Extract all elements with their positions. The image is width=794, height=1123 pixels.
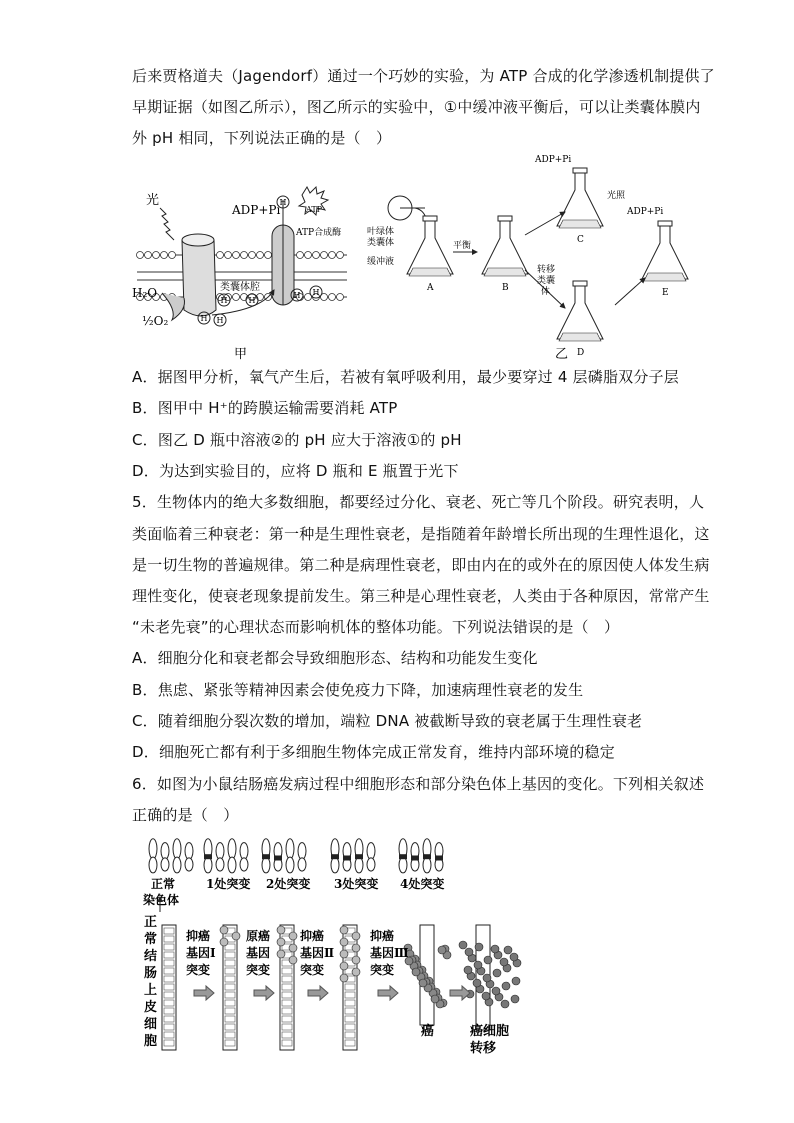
lipid-head xyxy=(233,252,240,259)
chromatid xyxy=(228,839,236,859)
epithelium-column xyxy=(220,925,240,1050)
q4-option-d: D．为达到实验目的，应将 D 瓶和 E 瓶置于光下 xyxy=(132,462,459,480)
mutation-mark xyxy=(262,854,270,859)
synthase-label: ATP合成酶 xyxy=(296,228,342,238)
side-label-char: 正 xyxy=(144,915,158,930)
chromatid xyxy=(423,857,431,873)
flask-label: D xyxy=(577,348,585,358)
chromatid xyxy=(161,843,169,860)
q4-option-a: A．据图甲分析，氧气产生后，若被有氧呼吸利用，最少要穿过 4 层磷脂双分子层 xyxy=(132,368,679,386)
flask-c xyxy=(557,168,603,245)
chromosome-group xyxy=(331,839,375,873)
mutation-mark xyxy=(343,856,351,861)
lipid-head xyxy=(321,252,328,259)
flask-e xyxy=(642,221,688,298)
lipid-head xyxy=(305,252,312,259)
h-marker: H xyxy=(216,316,224,325)
h-marker: H xyxy=(200,314,208,323)
lipid-head xyxy=(145,252,152,259)
mutation-mark xyxy=(411,856,419,861)
chromosome-label: 正常 xyxy=(151,877,176,891)
step-label: 抑癌 xyxy=(370,929,395,943)
step-label: 抑癌 xyxy=(186,929,211,943)
step-label: 原癌 xyxy=(246,929,271,943)
lipid-head xyxy=(225,252,232,259)
thylakoid-line-2: 类囊体 xyxy=(367,238,395,248)
side-label-char: 肠 xyxy=(144,966,158,981)
step-label: 突变 xyxy=(246,963,271,977)
chromatid xyxy=(173,839,181,859)
light-label: 光 xyxy=(146,193,160,208)
chromosome-label: 2处突变 xyxy=(266,877,311,891)
chromatid xyxy=(173,857,181,873)
mutation-mark xyxy=(399,854,407,859)
o2-label: ½O₂ xyxy=(142,314,169,328)
step-arrow xyxy=(450,986,470,1000)
lipid-head xyxy=(153,252,160,259)
figure-jia xyxy=(132,160,352,365)
q4-option-b: B．图甲中 H⁺的跨膜运输需要消耗 ATP xyxy=(132,399,398,417)
lipid-head xyxy=(329,294,336,301)
step-arrow xyxy=(254,986,274,1000)
lipid-head xyxy=(137,252,144,259)
step-label: 基因Ⅰ xyxy=(186,946,216,960)
mutation-mark xyxy=(435,856,443,861)
chromatid xyxy=(355,857,363,873)
lipid-head xyxy=(337,294,344,301)
q5-option-c: C．随着细胞分裂次数的增加，端粒 DNA 被截断导致的衰老属于生理性衰老 xyxy=(132,712,643,730)
epithelium-column xyxy=(277,925,297,1050)
q6-line-2: 正确的是（ ） xyxy=(132,806,239,824)
chromatid xyxy=(149,839,157,859)
chromatid xyxy=(228,857,236,873)
mutation-mark xyxy=(423,854,431,859)
caption-jia: 甲 xyxy=(234,347,248,362)
lipid-head xyxy=(313,252,320,259)
chromatid xyxy=(240,858,248,871)
lipid-head xyxy=(265,252,272,259)
step-label: 基因Ⅲ xyxy=(370,946,409,960)
lipid-head xyxy=(233,294,240,301)
chromosome-label: 3处突变 xyxy=(334,877,379,891)
chromatid xyxy=(286,857,294,873)
side-label xyxy=(144,915,157,1049)
chromosome-group xyxy=(204,839,248,873)
flask-label: E xyxy=(662,288,669,298)
chromatid xyxy=(149,857,157,873)
side-label-char: 结 xyxy=(144,949,158,964)
lipid-head xyxy=(169,252,176,259)
adp-label-e: ADP+Pi xyxy=(627,207,664,217)
light-label-c: 光照 xyxy=(607,191,626,201)
side-label-char: 常 xyxy=(144,932,158,947)
step-label: 突变 xyxy=(370,963,395,977)
balance-label: 平衡 xyxy=(453,241,472,251)
q6-line-1: 6．如图为小鼠结肠癌发病过程中细胞形态和部分染色体上基因的变化。下列相关叙述 xyxy=(132,775,705,793)
metastasis-label xyxy=(470,1023,509,1056)
chromatid xyxy=(240,843,248,860)
adp-label-c: ADP+Pi xyxy=(535,155,572,165)
lipid-head xyxy=(297,252,304,259)
q5-option-b: B．焦虑、紧张等精神因素会使免疫力下降，加速病理性衰老的发生 xyxy=(132,681,584,699)
mutation-mark xyxy=(274,856,282,861)
lipid-head xyxy=(217,252,224,259)
flask-a xyxy=(407,216,453,293)
thylakoid-label xyxy=(367,225,394,248)
chromatid xyxy=(286,839,294,859)
chromosome-label: 4处突变 xyxy=(400,877,445,891)
mutation-mark xyxy=(355,854,363,859)
lipid-head xyxy=(329,252,336,259)
lipid-head xyxy=(241,252,248,259)
atp-label: ATP xyxy=(306,205,323,214)
chromatid xyxy=(161,858,169,871)
mutation-mark xyxy=(331,854,339,859)
figure-colon-cancer xyxy=(138,830,538,1060)
transfer-line-1: 转移 xyxy=(537,265,556,275)
chromosome-group xyxy=(149,839,193,873)
chromatid xyxy=(298,843,306,860)
h-marker: H xyxy=(312,288,320,297)
q5-option-d: D．细胞死亡都有利于多细胞生物体完成正常发育，维持内部环境的稳定 xyxy=(132,743,615,761)
caption-yi: 乙 xyxy=(555,347,569,362)
chromatid xyxy=(367,843,375,860)
transfer-line-3: 体 xyxy=(541,287,551,297)
chromosome-group xyxy=(262,839,306,873)
chromatid xyxy=(216,843,224,860)
step-arrow xyxy=(194,986,214,1000)
chromatid xyxy=(298,858,306,871)
metastasis-line: 转移 xyxy=(470,1041,497,1056)
lipid-head xyxy=(337,252,344,259)
chromatid xyxy=(262,857,270,873)
h-marker: H xyxy=(293,291,301,300)
mutation-mark xyxy=(204,854,212,859)
side-label-char: 上 xyxy=(144,983,158,998)
h-marker: H xyxy=(279,198,287,207)
chromosome-label: 染色体 xyxy=(143,893,180,907)
chromatid xyxy=(367,858,375,871)
chromatid xyxy=(331,857,339,873)
flask-label: A xyxy=(427,283,434,293)
transfer-label xyxy=(537,263,555,297)
thylakoid-line-1: 叶绿体 xyxy=(367,227,395,237)
side-label-char: 胞 xyxy=(144,1034,158,1049)
lipid-head xyxy=(161,252,168,259)
chromatid xyxy=(216,858,224,871)
metastasis-cells xyxy=(459,925,521,1030)
chromosome-label: 1处突变 xyxy=(206,877,251,891)
step-arrow xyxy=(308,986,328,1000)
proton-letters xyxy=(201,198,320,325)
flask-label: C xyxy=(577,235,584,245)
transfer-line-2: 类囊 xyxy=(537,276,556,286)
flask-b xyxy=(482,216,528,293)
q5-line-5: “未老先衰”的心理状态而影响机体的整体功能。下列说法错误的是（ ） xyxy=(132,618,620,636)
buffer-label: 缓冲液 xyxy=(367,257,395,267)
h-marker: H xyxy=(248,296,256,305)
step-label: 突变 xyxy=(186,963,211,977)
side-label-char: 皮 xyxy=(144,1000,158,1015)
figure-yi xyxy=(365,150,695,365)
q4-line-2: 早期证据（如图乙所示），图乙所示的实验中，①中缓冲液平衡后，可以让类囊体膜内 xyxy=(132,98,701,116)
flask-label: B xyxy=(502,283,509,293)
tumor xyxy=(404,925,451,1025)
epithelium-column xyxy=(340,925,360,1050)
q5-line-2: 类面临着三种衰老：第一种是生理性衰老，是指随着年龄增长所出现的生理性退化，这 xyxy=(132,525,710,543)
chromatid xyxy=(204,857,212,873)
lipid-head xyxy=(257,252,264,259)
q4-line-1: 后来贾格道夫（Jagendorf）通过一个巧妙的实验，为 ATP 合成的化学渗透机制提供了 xyxy=(132,67,715,85)
side-label-char: 细 xyxy=(144,1017,158,1032)
chromatid xyxy=(185,858,193,871)
q4-option-c: C．图乙 D 瓶中溶液②的 pH 应大于溶液①的 pH xyxy=(132,431,462,449)
q5-line-1: 5．生物体内的绝大多数细胞，都要经过分化、衰老、死亡等几个阶段。研究表明，人 xyxy=(132,493,705,511)
q5-line-4: 理性变化，使衰老现象提前发生。第三种是心理性衰老，人类由于各种原因，常常产生 xyxy=(132,587,710,605)
h-marker: H xyxy=(220,296,228,305)
h2o-label: H₂O xyxy=(132,286,158,300)
photosystem xyxy=(182,235,216,316)
adp-label: ADP+Pi xyxy=(232,203,281,217)
step-arrow xyxy=(378,986,398,1000)
lumen-label: 类囊体腔 xyxy=(220,282,260,293)
epithelium-column xyxy=(162,925,176,1050)
chromatid xyxy=(399,857,407,873)
metastasis-line: 癌细胞 xyxy=(470,1024,510,1039)
q4-line-3: 外 pH 相同，下列说法正确的是（ ） xyxy=(132,129,392,147)
q5-line-3: 是一切生物的普遍规律。第二种是病理性衰老，即由内在的或外在的原因使人体发生病 xyxy=(132,556,710,574)
q5-option-a: A．细胞分化和衰老都会导致细胞形态、结构和功能发生变化 xyxy=(132,649,538,667)
lipid-head xyxy=(249,252,256,259)
cancer-label: 癌 xyxy=(421,1024,435,1039)
step-label: 突变 xyxy=(300,963,325,977)
step-label: 抑癌 xyxy=(300,929,325,943)
chromosome-group xyxy=(399,839,443,873)
chromatid xyxy=(185,843,193,860)
step-label: 基因 xyxy=(246,946,271,960)
step-label: 基因Ⅱ xyxy=(300,946,335,960)
